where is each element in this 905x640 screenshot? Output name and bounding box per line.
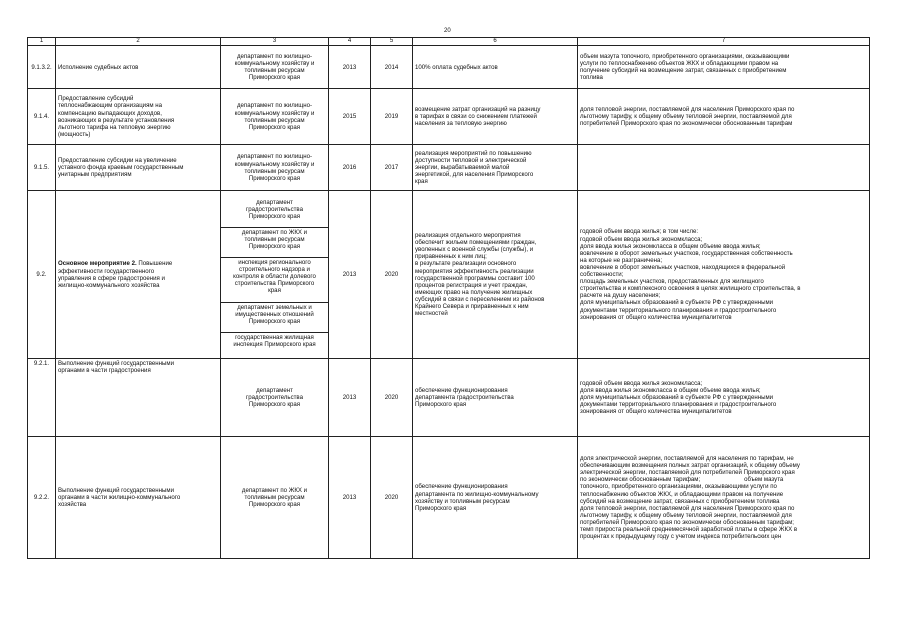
row-result: обеспечение функционирования департамента градостроительства Приморского края	[413, 359, 578, 437]
program-table	[27, 37, 870, 559]
row-end-year: 2017	[371, 145, 413, 191]
row-executor: департамент градостроительства Приморского края	[221, 359, 329, 437]
executor-item: департамент градостроительства Приморского края	[245, 199, 303, 221]
row-name: Выполнение функций государственными органами в части жилищно-коммунального хозяйства	[56, 437, 221, 559]
row-result: 100% оплата судебных актов	[413, 46, 578, 89]
table-row	[28, 46, 870, 89]
executor-item: департамент земельных и имущественных отношений Приморского края	[221, 302, 329, 332]
row-indicators	[578, 145, 870, 191]
table-row	[28, 89, 870, 145]
row-start-year: 2013	[329, 437, 371, 559]
row-indicators: доля тепловой энергии, поставляемой для населения Приморского края по льготному тарифу, к общему объему тепловой энергии, поставляемой для потребителей Приморского края по экономически обоснованным тарифам	[578, 89, 870, 145]
header-cell: 3	[221, 38, 329, 46]
row-executor-list	[221, 191, 329, 359]
row-executor: департамент по жилищно- коммунальному хозяйству и топливным ресурсам Приморского края	[221, 46, 329, 89]
row-number: 9.2.1.	[28, 359, 56, 437]
row-start-year: 2013	[329, 46, 371, 89]
header-cell: 4	[329, 38, 371, 46]
header-row	[28, 38, 870, 46]
row-name: Предоставление субсидий теплоснабжающим организациям на компенсацию выпадающих доходов, возникающих в результате установления льготного тарифа на тепловую энергию (мощность)	[56, 89, 221, 145]
table-row	[28, 359, 870, 437]
row-result: реализация мероприятий по повышению доступности тепловой и электрической энергии, вырабатываемой малой энергетикой, для населения Приморского края	[413, 145, 578, 191]
main-activity-label: Основное мероприятие 2.	[58, 260, 137, 268]
row-name: Выполнение функций государственными органами в части градостроения	[56, 359, 221, 437]
executor-item: департамент по ЖКХ и топливным ресурсам Приморского края	[221, 227, 329, 257]
row-end-year: 2020	[371, 191, 413, 359]
row-executor: департамент по жилищно- коммунальному хозяйству и топливным ресурсам Приморского края	[221, 89, 329, 145]
header-cell: 7	[578, 38, 870, 46]
row-end-year: 2020	[371, 437, 413, 559]
row-start-year: 2016	[329, 145, 371, 191]
row-number: 9.1.5.	[28, 145, 56, 191]
row-result: реализация отдельного мероприятия обеспечит жильем помещениями граждан, уволенных с военной службы (службы), и приравненных к ним лиц; в результате реализации основного мероприятия эффективность реализации государственной программы составит 100 процентов регистрация и учет граждан, имеющих право на получение жилищных субсидий в связи с переселением из районов Крайнего Севера и приравненных к ним местностей	[413, 191, 578, 359]
header-cell: 6	[413, 38, 578, 46]
row-number: 9.1.3.2.	[28, 46, 56, 89]
header-cell: 5	[371, 38, 413, 46]
row-indicators: доля электрической энергии, поставляемой для населения по тарифам, не обеспечивающим возмещения полных затрат организаций, к общему объему электрической энергии, поставляемой для потребителей Приморского края по экономически обоснованным тарифам; объем мазута топочного, приобретенного организациями, оказывающими услуги по теплоснабжению объектов ЖКХ, и обладающими правом на получение субсидий на возмещение затрат, связанных с приобретением топлива доля тепловой энергии, поставляемой для населения Приморского края по льготному тарифу, к общему объему тепловой энергии, поставляемой для потребителей Приморского края по экономически обоснованным тарифам; темп прироста реальной среднемесячной заработной платы в сфере ЖКХ в процентах к предыдущему году с учетом индекса потребительских цен	[578, 437, 870, 559]
executor-item: инспекция регионального строительного надзора и контроля в области долевого строительства Приморского края	[221, 257, 329, 302]
row-start-year: 2015	[329, 89, 371, 145]
executor-item: государственная жилищная инспекция Приморского края	[221, 332, 329, 351]
page-number: 20	[444, 28, 451, 34]
row-name	[56, 191, 221, 359]
row-indicators: объем мазута топочного, приобретенного организациями, оказывающими услуги по теплоснабжению объектов ЖКХ и обладающими правом на получение субсидий на возмещение затрат, связанных с приобретением топлива	[578, 46, 870, 89]
row-start-year: 2013	[329, 359, 371, 437]
table-row	[28, 145, 870, 191]
row-start-year: 2013	[329, 191, 371, 359]
row-executor: департамент по жилищно- коммунальному хозяйству и топливным ресурсам Приморского края	[221, 145, 329, 191]
main-activity-text: Повышение эффективности государственного управления в сфере градостроения и жилищно-коммунального хозяйства	[58, 260, 173, 289]
table-row	[28, 437, 870, 559]
header-cell: 1	[28, 38, 56, 46]
header-cell: 2	[56, 38, 221, 46]
table-row	[28, 191, 870, 359]
row-executor: департамент по ЖКХ и топливным ресурсам Приморского края	[221, 437, 329, 559]
row-end-year: 2014	[371, 46, 413, 89]
row-indicators: годовой объем ввода жилья; в том числе: годовой объем ввода жилья экономкласса; доля ввода жилья экономкласса в общем объеме ввода жилья; вовлечение в оборот земельных участков, государственная собственность на которые не разграничена; вовлечение в оборот земельных участков, находящихся в федеральной собственности; площадь земельных участков, предоставленных для жилищного строительства и комплексного освоения в целях жилищного строительства, в расчете на душу населения; доля муниципальных образований в субъекте РФ с утвержденными документами территориального планирования и градостроительного зонирования от общего количества муниципалитетов	[578, 191, 870, 359]
row-name: Предоставление субсидии на увеличение уставного фонда краевым государственным унитарным предприятиям	[56, 145, 221, 191]
row-name: Исполнение судебных актов	[56, 46, 221, 89]
row-number: 9.2.2.	[28, 437, 56, 559]
row-result: возмещение затрат организаций на разницу в тарифах в связи со снижением платежей населения за тепловую энергию	[413, 89, 578, 145]
row-end-year: 2020	[371, 359, 413, 437]
row-indicators: годовой объем ввода жилья экономкласса; доля ввода жилья экономкласса в общем объеме ввода жилья; доля муниципальных образований в субъекте РФ с утвержденными документами территориального планирования и градостроительного зонирования от общего количества муниципалитетов	[578, 359, 870, 437]
row-number: 9.1.4.	[28, 89, 56, 145]
row-end-year: 2019	[371, 89, 413, 145]
row-number: 9.2.	[28, 191, 56, 359]
row-result: обеспечение функционирования департамента по жилищно-коммунальному хозяйству и топливным ресурсам Приморского края	[413, 437, 578, 559]
